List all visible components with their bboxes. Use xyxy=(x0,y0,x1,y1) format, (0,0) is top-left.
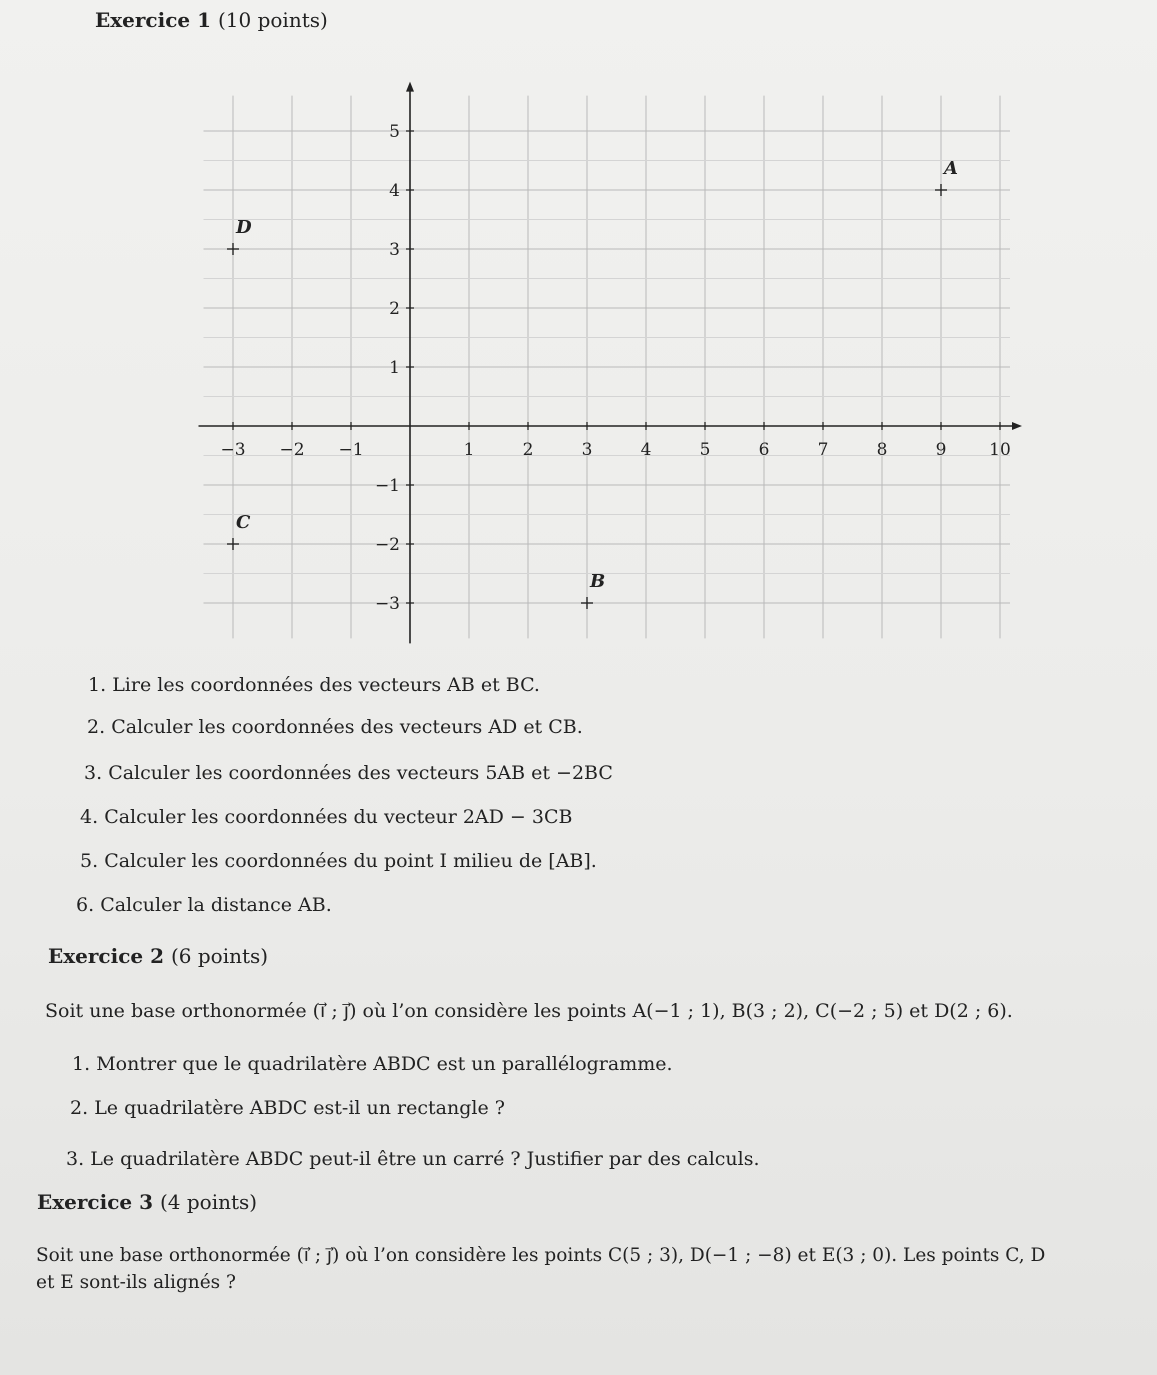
ex2-question-1: 1. Montrer que le quadrilatère ABDC est un parallélogramme. xyxy=(72,1053,673,1075)
x-tick-label: 10 xyxy=(989,440,1011,460)
x-tick-label: 1 xyxy=(463,440,475,460)
y-tick-label: −1 xyxy=(374,476,400,496)
exercise-3-title: Exercice 3 (4 points) xyxy=(37,1190,258,1214)
x-tick-label: 8 xyxy=(876,440,888,460)
x-tick-label: 7 xyxy=(817,440,829,460)
ex1-question-4: 4. Calculer les coordonnées du vecteur 2AD − 3CB xyxy=(80,806,573,828)
exercise-1-points: (10 points) xyxy=(217,8,328,32)
coordinate-grid xyxy=(0,0,1157,680)
y-tick-label: 2 xyxy=(389,299,400,319)
x-tick-label: 2 xyxy=(522,440,534,460)
y-tick-label: 5 xyxy=(389,122,400,142)
ex1-question-3: 3. Calculer les coordonnées des vecteurs 5AB et −2BC xyxy=(84,762,613,784)
ex1-question-1: 1. Lire les coordonnées des vecteurs AB et BC. xyxy=(88,674,540,696)
y-tick-label: −3 xyxy=(374,594,400,614)
exercise-3-text-line-1: Soit une base orthonormée (i⃗ ; j⃗) où l’on considère les points C(5 ; 3), D(−1 ; −8) et E(3 ; 0). Les points C, D xyxy=(36,1245,1046,1266)
exercise-1-label: Exercice 1 xyxy=(95,8,211,32)
exercise-2-title: Exercice 2 (6 points) xyxy=(48,944,269,968)
x-tick-label: 6 xyxy=(758,440,770,460)
y-tick-label: 4 xyxy=(389,181,400,201)
y-axis-arrow xyxy=(406,82,414,92)
point-D-label: D xyxy=(236,217,252,238)
point-C-label: C xyxy=(236,512,251,533)
ex2-question-2: 2. Le quadrilatère ABDC est-il un rectangle ? xyxy=(70,1097,505,1119)
x-tick-label: 3 xyxy=(581,440,593,460)
x-tick-label: −1 xyxy=(338,440,364,460)
y-tick-label: 3 xyxy=(389,240,400,260)
ex1-question-6: 6. Calculer la distance AB. xyxy=(76,894,332,916)
x-tick-label: −2 xyxy=(279,440,305,460)
x-axis-arrow xyxy=(1012,422,1022,430)
x-tick-label: −3 xyxy=(220,440,246,460)
exercise-3-text-line-2: et E sont-ils alignés ? xyxy=(36,1272,236,1293)
point-A-label: A xyxy=(944,158,958,179)
point-B-label: B xyxy=(590,571,606,592)
ex1-question-2: 2. Calculer les coordonnées des vecteurs AD et CB. xyxy=(87,716,583,738)
x-tick-label: 5 xyxy=(699,440,711,460)
x-tick-label: 9 xyxy=(935,440,947,460)
y-tick-label: 1 xyxy=(389,358,400,378)
x-tick-label: 4 xyxy=(640,440,652,460)
ex1-question-5: 5. Calculer les coordonnées du point I milieu de [AB]. xyxy=(80,850,597,872)
exercise-2-intro: Soit une base orthonormée (i⃗ ; j⃗) où l’on considère les points A(−1 ; 1), B(3 ; 2), C(−2 ; 5) et D(2 ; 6). xyxy=(45,1000,1013,1022)
y-tick-label: −2 xyxy=(374,535,400,555)
ex2-question-3: 3. Le quadrilatère ABDC peut-il être un carré ? Justifier par des calculs. xyxy=(66,1148,760,1170)
